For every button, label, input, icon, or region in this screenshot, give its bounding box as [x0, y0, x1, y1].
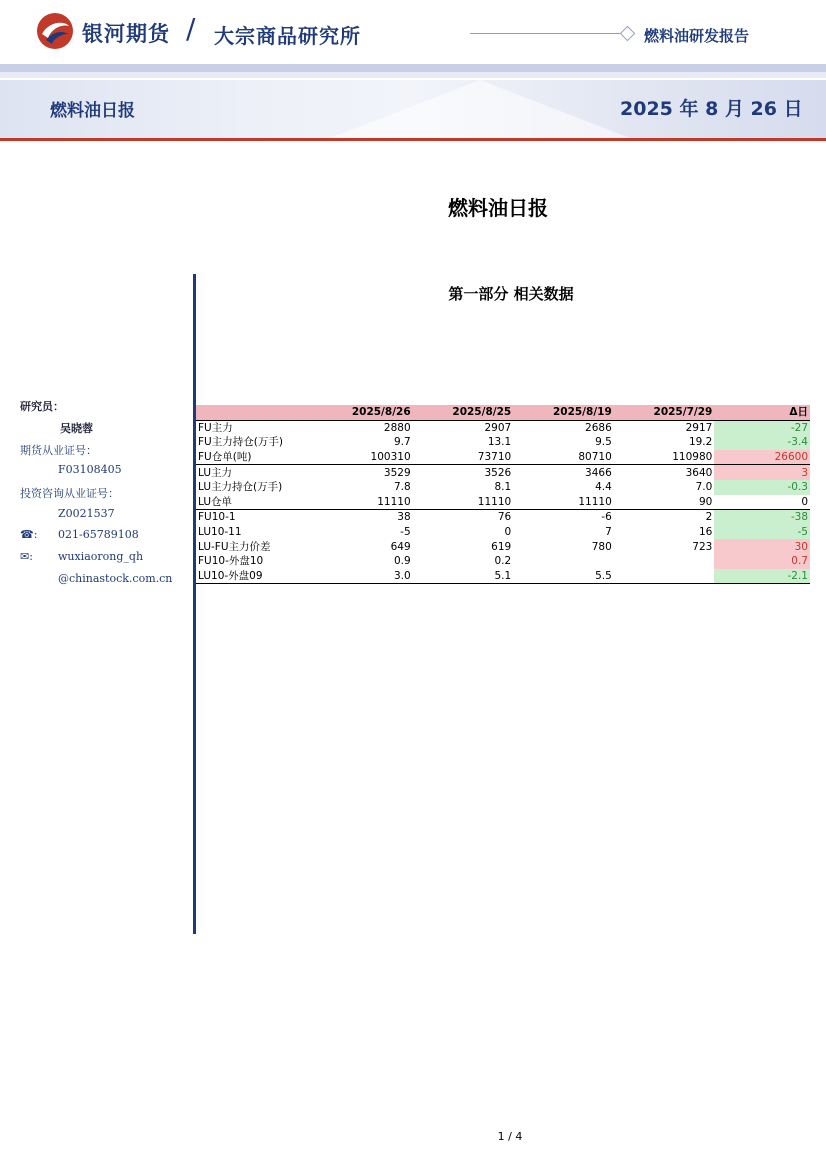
- title-banner: [0, 80, 826, 138]
- value-cell: 5.1: [413, 569, 514, 584]
- value-cell: 19.2: [688, 436, 713, 449]
- email-line-2: @chinastock.com.cn: [58, 572, 173, 585]
- value-cell: 4.4: [595, 481, 612, 494]
- value-cell: [513, 554, 614, 569]
- value-cell: 100310: [314, 450, 413, 465]
- delta-cell: 26600: [714, 450, 810, 465]
- value-cell: 2: [705, 511, 713, 524]
- content-divider: [193, 274, 196, 934]
- phone-number: 021-65789108: [58, 528, 139, 541]
- value-cell: 0: [504, 526, 512, 539]
- banner-decoration: [330, 80, 630, 138]
- value-cell: 11110: [413, 495, 514, 510]
- row-label: FU主力持仓(万手): [198, 436, 283, 449]
- header-divider: /: [186, 12, 196, 45]
- value-cell: 780: [591, 540, 612, 553]
- value-cell: [614, 554, 715, 569]
- futures-cert-label: 期货从业证号：: [20, 444, 97, 457]
- delta-cell: 0.7: [714, 554, 810, 569]
- row-label: LU10-外盘09: [196, 569, 314, 584]
- value-cell: 3.0: [314, 569, 413, 584]
- value-cell: 2917: [685, 421, 713, 434]
- row-label: FU主力: [198, 421, 233, 434]
- header-red-rule: [0, 138, 826, 141]
- row-label: LU仓单: [196, 495, 314, 510]
- value-cell: 38: [397, 511, 411, 524]
- value-cell: 3529: [383, 466, 411, 479]
- row-label: FU10-1: [198, 511, 236, 524]
- value-cell: -5: [400, 526, 411, 539]
- invest-cert-number: Z0021537: [58, 507, 115, 520]
- delta-cell: -5: [714, 525, 810, 540]
- value-cell: 110980: [614, 450, 715, 465]
- row-label: FU10-外盘10: [198, 555, 264, 568]
- column-header: 2025/8/19: [513, 405, 614, 420]
- fuel-oil-data-table: [196, 405, 810, 584]
- value-cell: 3466: [585, 466, 612, 479]
- value-cell: 16: [698, 526, 713, 539]
- table-row: [196, 465, 810, 480]
- value-cell: 649: [390, 540, 411, 553]
- value-cell: 8.1: [494, 481, 512, 494]
- table-row: [196, 525, 810, 540]
- researcher-name: 吴晓蓉: [60, 422, 93, 435]
- value-cell: 7.8: [393, 481, 411, 494]
- row-label: LU主力: [198, 466, 233, 479]
- value-cell: 9.5: [595, 436, 612, 449]
- value-cell: 0.2: [494, 555, 512, 568]
- value-cell: 73710: [413, 450, 514, 465]
- email-line-1: wuxiaorong_qh: [58, 550, 144, 563]
- galaxy-logo-icon: [36, 12, 74, 50]
- researcher-label: 研究员：: [20, 400, 64, 413]
- value-cell: 76: [497, 511, 512, 524]
- table-row: [196, 495, 810, 510]
- value-cell: 723: [692, 540, 713, 553]
- column-header: 2025/8/26: [314, 405, 413, 420]
- page-header: [0, 0, 826, 64]
- table-row: [196, 450, 810, 465]
- value-cell: 11110: [314, 495, 413, 510]
- delta-cell: -38: [714, 510, 810, 525]
- row-label: LU主力持仓(万手): [198, 481, 283, 494]
- section-title: 第一部分 相关数据: [448, 285, 574, 303]
- header-stripe: [0, 64, 826, 72]
- header-stripe-light: [0, 72, 826, 78]
- table-header-row: [196, 405, 810, 420]
- delta-cell: -2.1: [714, 569, 810, 584]
- page-number: 1 / 4: [497, 1130, 523, 1143]
- company-name: 银河期货: [82, 22, 170, 46]
- value-cell: 3526: [484, 466, 512, 479]
- row-label: LU10-11: [198, 526, 242, 539]
- report-type: 燃料油研发报告: [644, 27, 750, 45]
- value-cell: 7: [605, 526, 612, 539]
- value-cell: 90: [614, 495, 715, 510]
- value-cell: 2880: [383, 421, 411, 434]
- value-cell: 0.9: [393, 555, 411, 568]
- table-row: [196, 539, 810, 554]
- delta-cell: 3: [714, 465, 810, 480]
- column-header: [196, 405, 314, 420]
- value-cell: 3640: [685, 466, 713, 479]
- row-label: LU-FU主力价差: [198, 540, 271, 553]
- banner-title: 燃料油日报: [50, 101, 135, 121]
- diamond-icon: [620, 26, 636, 42]
- invest-cert-label: 投资咨询从业证号：: [20, 487, 119, 500]
- delta-cell: 0: [714, 495, 810, 510]
- table-row: [196, 554, 810, 569]
- table-row: [196, 569, 810, 584]
- document-title: 燃料油日报: [448, 196, 548, 220]
- table-row: [196, 510, 810, 525]
- row-label: FU仓单(吨): [196, 450, 314, 465]
- value-cell: 80710: [513, 450, 614, 465]
- value-cell: 2686: [585, 421, 612, 434]
- delta-cell: 30: [714, 539, 810, 554]
- futures-cert-number: F03108405: [58, 463, 122, 476]
- envelope-icon: ✉:: [20, 550, 33, 563]
- value-cell: [614, 569, 715, 584]
- value-cell: 9.7: [393, 436, 411, 449]
- phone-icon: ☎:: [20, 528, 38, 541]
- table-row: [196, 420, 810, 435]
- column-header: 2025/7/29: [614, 405, 715, 420]
- column-header: 2025/8/25: [413, 405, 514, 420]
- value-cell: 5.5: [513, 569, 614, 584]
- value-cell: -6: [601, 511, 612, 524]
- institute-name: 大宗商品研究所: [214, 24, 361, 48]
- table-row: [196, 435, 810, 450]
- value-cell: 619: [491, 540, 512, 553]
- value-cell: 11110: [513, 495, 614, 510]
- value-cell: 2907: [484, 421, 512, 434]
- delta-cell: -3.4: [714, 435, 810, 450]
- header-rule: [470, 33, 624, 34]
- delta-cell: -27: [714, 420, 810, 435]
- delta-cell: -0.3: [714, 480, 810, 495]
- table-row: [196, 480, 810, 495]
- banner-date: 2025 年 8 月 26 日: [620, 98, 803, 120]
- column-header: Δ日: [714, 405, 810, 420]
- value-cell: 7.0: [695, 481, 713, 494]
- value-cell: 13.1: [487, 436, 512, 449]
